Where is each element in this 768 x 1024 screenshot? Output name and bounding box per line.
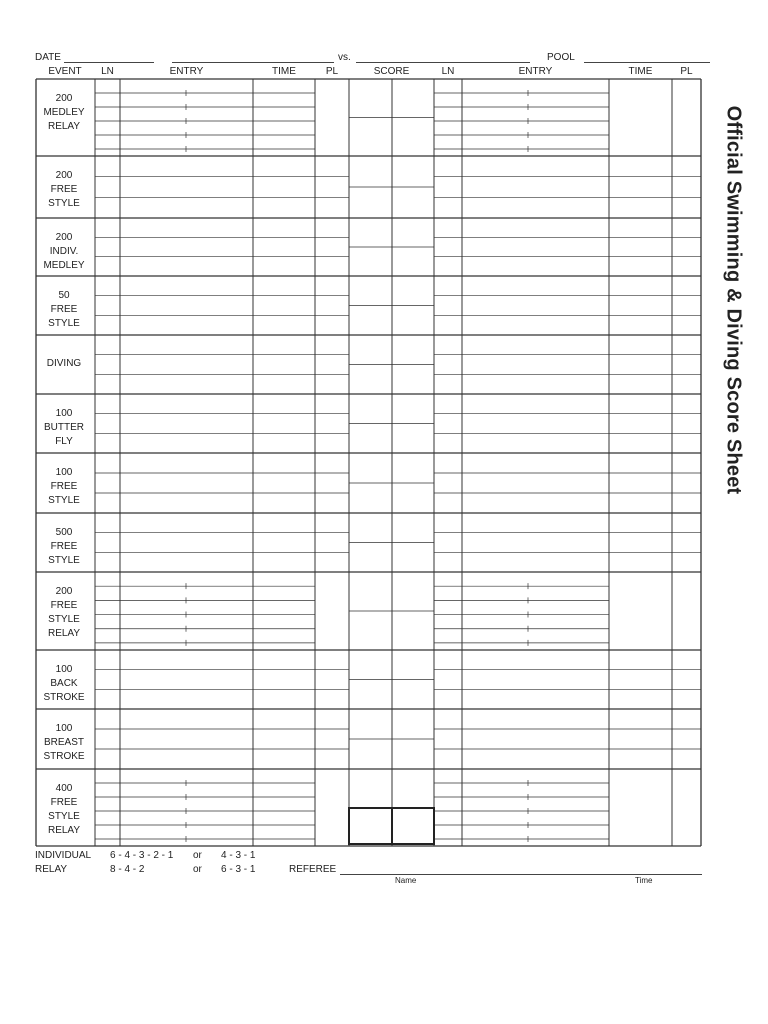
pool-label: POOL — [547, 52, 575, 63]
event-label: 200 MEDLEY RELAY — [43, 93, 85, 132]
vs-label: vs. — [338, 52, 351, 63]
final-score-box-home[interactable] — [349, 808, 392, 844]
final-score-box-away[interactable] — [392, 808, 434, 844]
referee-name-caption: Name — [395, 876, 417, 885]
col-ln-left: LN — [101, 66, 114, 77]
sheet-title: Official Swimming & Diving Score Sheet — [722, 105, 745, 495]
referee-time-caption: Time — [635, 876, 653, 885]
col-pl-right: PL — [680, 66, 693, 77]
col-entry-left: ENTRY — [169, 66, 204, 77]
col-time-right: TIME — [628, 66, 653, 77]
event-label: DIVING — [46, 358, 82, 369]
date-label: DATE — [35, 52, 61, 63]
col-pl-left: PL — [325, 66, 339, 77]
referee-field[interactable] — [340, 874, 702, 875]
individual-points-b: 4 - 3 - 1 — [221, 850, 256, 861]
or-label-2: or — [193, 864, 202, 875]
event-label: 100 FREE STYLE — [48, 467, 80, 506]
col-score: SCORE — [373, 66, 410, 77]
individual-label: INDIVIDUAL — [35, 850, 92, 861]
col-time-left: TIME — [272, 66, 296, 77]
event-label: 200 FREE STYLE RELAY — [47, 586, 81, 639]
col-event: EVENT — [48, 66, 82, 77]
relay-points-b: 6 - 3 - 1 — [221, 864, 256, 875]
col-ln-right: LN — [441, 66, 455, 77]
event-label: 50 FREE STYLE — [48, 290, 80, 329]
individual-points-a: 6 - 4 - 3 - 2 - 1 — [110, 850, 174, 861]
relay-label: RELAY — [35, 864, 68, 875]
col-entry-right: ENTRY — [518, 66, 553, 77]
event-label: 200 FREE STYLE — [48, 170, 80, 209]
event-label: 100 BACK STROKE — [43, 664, 85, 703]
event-label: 100 BUTTER FLY — [44, 408, 84, 447]
event-label: 200 INDIV. MEDLEY — [43, 232, 85, 271]
referee-label: REFEREE — [289, 864, 337, 875]
relay-points-a: 8 - 4 - 2 — [110, 864, 145, 875]
or-label-1: or — [193, 850, 202, 861]
event-label: 500 FREE STYLE — [48, 527, 80, 566]
event-label: 400 FREE STYLE RELAY — [47, 783, 81, 836]
event-label: 100 BREAST STROKE — [43, 723, 85, 762]
